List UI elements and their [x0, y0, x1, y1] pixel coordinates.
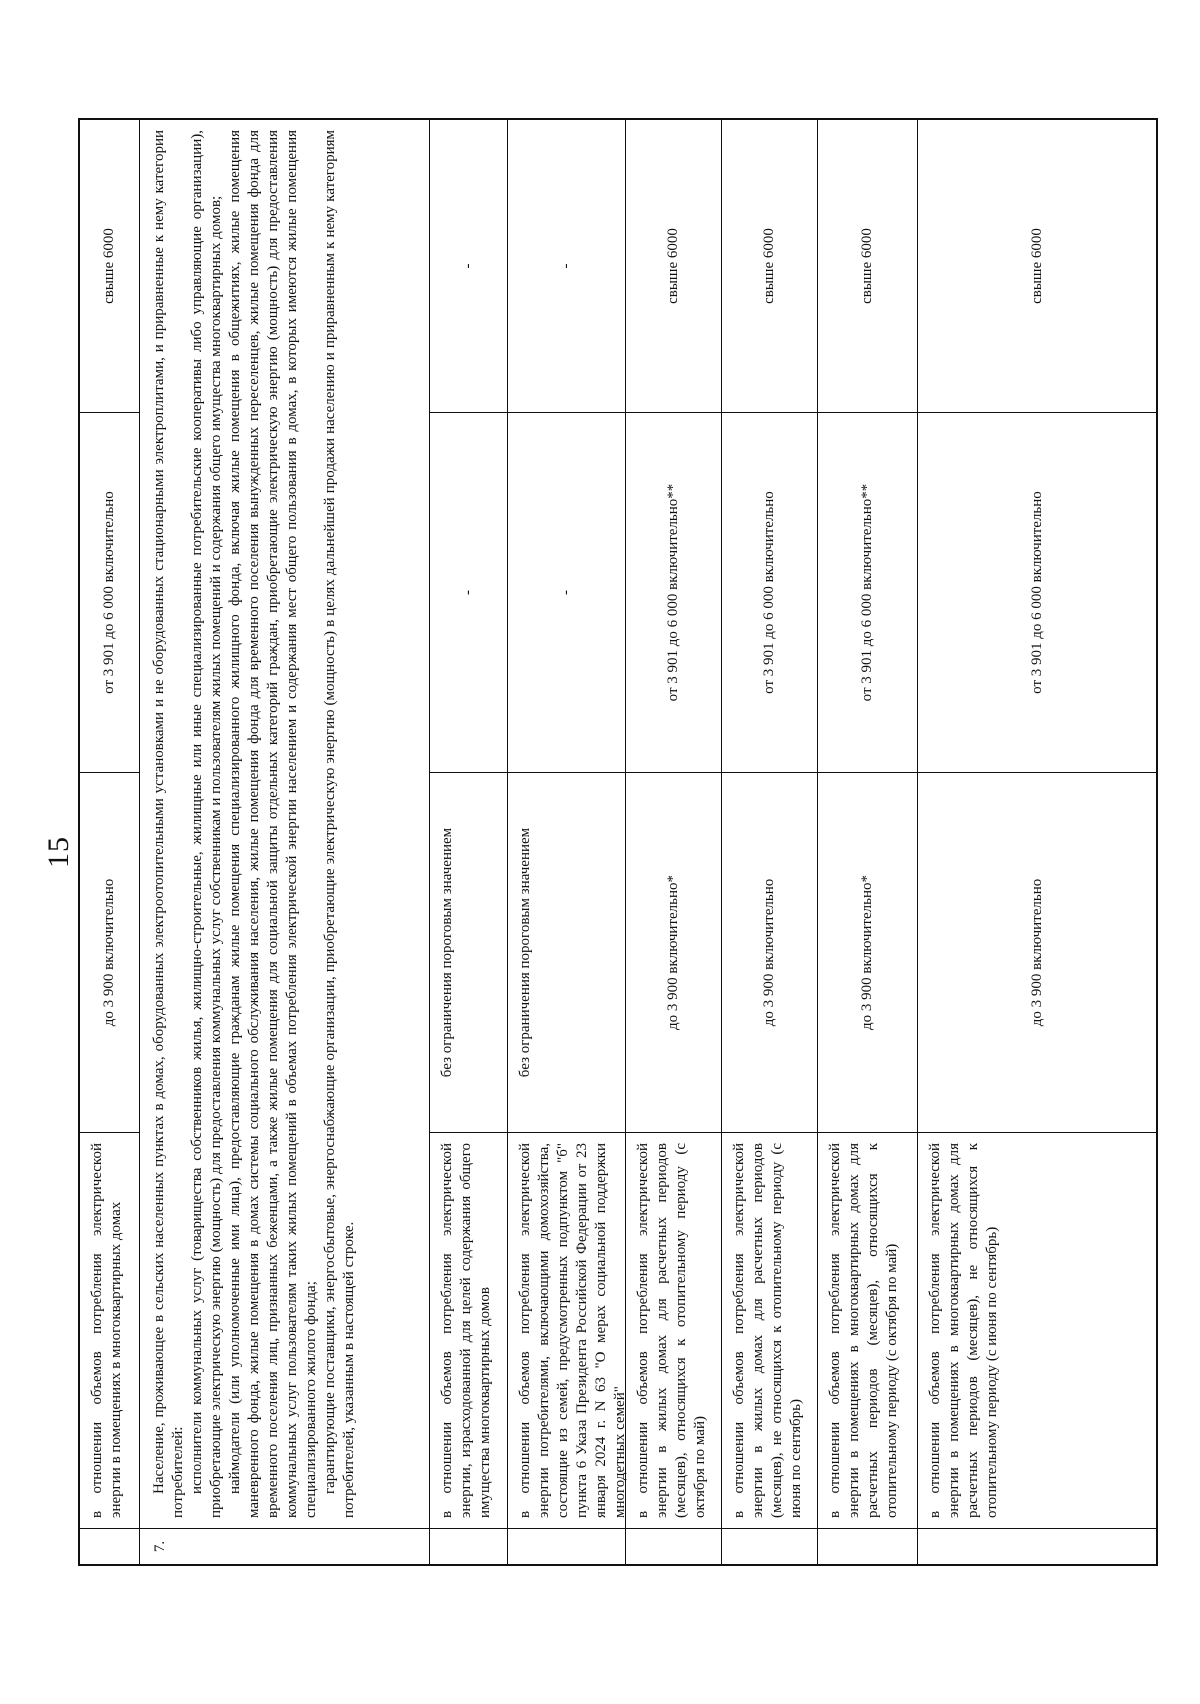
row-number-cell — [722, 1528, 817, 1564]
threshold-cell-2: от 3 901 до 6 000 включительно — [918, 412, 1156, 772]
threshold-cell-1: до 3 900 включительно* — [626, 772, 721, 1132]
threshold-cell-3: - — [558, 263, 574, 269]
threshold-cell-2: от 3 901 до 6 000 включительно** — [818, 412, 917, 772]
section-7-paragraph: наймодатели (или уполномоченные ими лица), предоставляющие гражданам жилые помещения специализированного жилищного фонда, включая жилые помещения в общежитиях, жилые помещения маневренного фонда, жилые помещения в домах системы социального обслуживания населения, жилые помещения фонда для временного поселения вынужденных переселенцев, жилые помещения фонда для временного поселения лиц, признанных беженцами, а также жилые помещения для социальной защиты отдельных категорий граждан, приобретающие электрическую энергию (мощность) для предоставления коммунальных услуг пользователям таких жилых помещений в объемах потребления электрической энергии населением и содержания мест общего пользования в домах, в которых имеются жилые помещения специализированного жилого фонда; — [227, 130, 319, 1518]
description-cell: в отношении объемов потребления электрической энергии в помещениях в многоквартирных домах для расчетных периодов (месяцев), не относящихся к отопительному периоду (с июня по сентябрь) — [918, 1132, 1156, 1528]
section-7-paragraph: гарантирующие поставщики, энергосбытовые, энергоснабжающие организации, приобретающие электрическую энергию (мощность) в целях дальнейшей продажи населению и приравненным к нему категориям потребителей, указанным в настоящей строке. — [322, 130, 357, 1518]
section-7-row — [140, 120, 430, 1564]
threshold-cell-2: от 3 901 до 6 000 включительно — [722, 412, 817, 772]
threshold-cell-2: - — [508, 412, 625, 772]
section-7-text — [140, 120, 429, 1528]
section-7-paragraph: Население, проживающее в сельских населенных пунктах в домах, оборудованных электроотопительными установками и не оборудованных стационарными электроплитами, и приравненные к нему категории потребителей: — [151, 130, 186, 1518]
description-cell: в отношении объемов потребления электрической энергии в жилых домах для расчетных периодов (месяцев), не относящихся к отопительному периоду (с июня по сентябрь) — [722, 1132, 817, 1528]
row-number-cell — [508, 1528, 625, 1564]
description-cell: в отношении объемов потребления электрической энергии потребителями, включающими домохозяйства, состоящие из семей, предусмотренных подпунктом "б" пункта 6 Указа Президента Российской Федерации от 23 января 2024 г. N 63 "О мерах социальной поддержки многодетных семей" — [508, 1132, 625, 1528]
page-number: 15 — [42, 836, 75, 868]
row-number-cell — [818, 1528, 917, 1564]
threshold-cell-3: свыше 6000 — [761, 228, 777, 304]
threshold-cell-3: свыше 6000 — [859, 228, 875, 304]
threshold-cell-1: до 3 900 включительно — [722, 772, 817, 1132]
row-number-cell — [80, 1528, 139, 1564]
description-cell: в отношении объемов потребления электрической энергии в помещениях в многоквартирных домах для расчетных периодов (месяцев), относящихся к отопительному периоду (с октября по май) — [818, 1132, 917, 1528]
tariff-table — [78, 118, 1158, 1566]
section-number: 7. — [140, 1528, 429, 1564]
row-number-cell — [918, 1528, 1156, 1564]
threshold-cell-1: без ограничения пороговым значением — [508, 772, 625, 1132]
threshold-cell-2: от 3 901 до 6 000 включительно — [80, 412, 139, 772]
threshold-cell-1: без ограничения пороговым значением — [430, 772, 507, 1132]
row-number-cell — [626, 1528, 721, 1564]
table-row — [508, 120, 626, 1564]
table-row — [626, 120, 722, 1564]
threshold-cell-1: до 3 900 включительно — [80, 772, 139, 1132]
threshold-cell-2: от 3 901 до 6 000 включительно** — [626, 412, 721, 772]
threshold-cell-1: до 3 900 включительно* — [818, 772, 917, 1132]
table-row — [818, 120, 918, 1564]
section-7-paragraph: исполнители коммунальных услуг (товарищества собственников жилья, жилищно-строительные, жилищные или иные специализированные потребительские кооперативы либо управляющие организации), приобретающие электрическую энергию (мощность) для предоставления коммунальных услуг собственникам и пользователям жилых помещений и содержания общего имущества многоквартирных домов; — [189, 130, 224, 1518]
threshold-cell-3: свыше 6000 — [101, 228, 117, 304]
table-row-header — [80, 120, 140, 1564]
threshold-cell-3: - — [460, 263, 476, 269]
table-row — [430, 120, 508, 1564]
threshold-cell-3: свыше 6000 — [665, 228, 681, 304]
description-cell: в отношении объемов потребления электрической энергии в жилых домах для расчетных периодов (месяцев), относящихся к отопительному периоду (с октября по май) — [626, 1132, 721, 1528]
threshold-cell-1: до 3 900 включительно — [918, 772, 1156, 1132]
row-number-cell — [430, 1528, 507, 1564]
description-cell: в отношении объемов потребления электрической энергии, израсходованной для целей содержания общего имущества многоквартирных домов — [430, 1132, 507, 1528]
threshold-cell-2: - — [430, 412, 507, 772]
threshold-cell-3: свыше 6000 — [1028, 228, 1045, 304]
table-row — [722, 120, 818, 1564]
table-row — [918, 120, 1156, 1564]
description-cell: в отношении объемов потребления электрической энергии в помещениях в многоквартирных домах — [80, 1132, 139, 1528]
